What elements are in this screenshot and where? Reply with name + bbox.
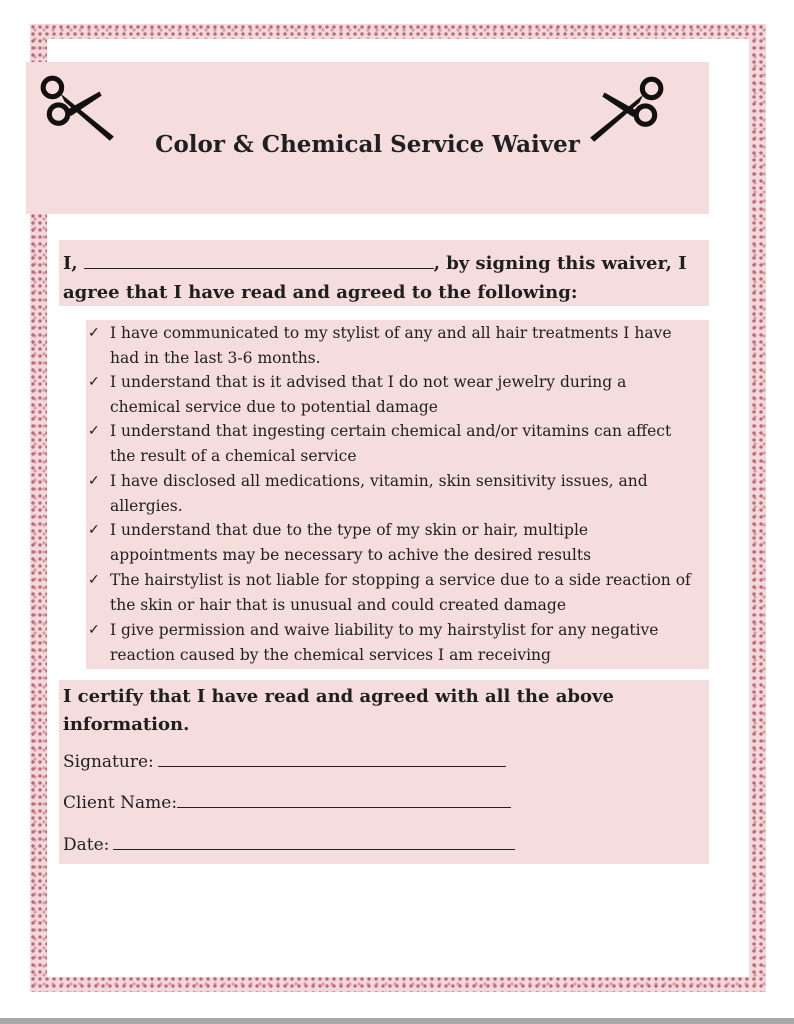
page-title: Color & Chemical Service Waiver <box>155 131 580 158</box>
agreement-statement <box>59 240 709 306</box>
date-label: Date: <box>63 835 110 855</box>
check-icon: ✓ <box>88 473 100 489</box>
bottom-divider <box>0 1018 794 1024</box>
signature-label: Signature: <box>63 752 154 772</box>
signature-line[interactable] <box>158 752 506 767</box>
check-icon: ✓ <box>88 374 100 390</box>
check-icon: ✓ <box>88 522 100 538</box>
signature-field[interactable] <box>63 752 506 772</box>
check-icon: ✓ <box>88 622 100 638</box>
client-name-label: Client Name: <box>63 793 178 813</box>
terms-list: ✓ I have communicated to my stylist of any and all hair treatments I have had in the last 3-6 months. ✓ I understand that is it advised that I do not wear jewelry during a chemical service due to potential damage ✓ I understand that ingesting certain chemical and/or vitamins can affect the result of a chemical service ✓ I have disclosed all medications, vitamin, skin sensitivity issues, and allergies. ✓ I understand that due to the type of my skin or hair, multiple appointments may be necessary to achive the desired results ✓ The hairstylist is not liable for stopping a service due to a side reaction of the skin or hair that is unusual and could created damage ✓ I give permission and waive liability to my hairstylist for any negative reaction caused by the chemical services I am receiving <box>86 320 709 669</box>
intro-suffix: , by signing this waiver, I <box>433 253 687 274</box>
certification-section <box>59 680 709 864</box>
date-field[interactable] <box>63 835 515 855</box>
name-blank-line[interactable] <box>84 254 434 269</box>
date-line[interactable] <box>113 835 515 850</box>
check-icon: ✓ <box>88 325 100 341</box>
title-banner <box>26 62 709 214</box>
intro-line-2: agree that I have read and agreed to the following: <box>63 282 578 303</box>
intro-prefix: I, <box>63 253 78 274</box>
scissors-icon <box>586 70 668 152</box>
check-icon: ✓ <box>88 572 100 588</box>
check-icon: ✓ <box>88 423 100 439</box>
certify-statement: I certify that I have read and agreed with all the above information. <box>63 686 614 735</box>
client-name-field[interactable] <box>63 793 511 813</box>
client-name-line[interactable] <box>177 793 511 808</box>
